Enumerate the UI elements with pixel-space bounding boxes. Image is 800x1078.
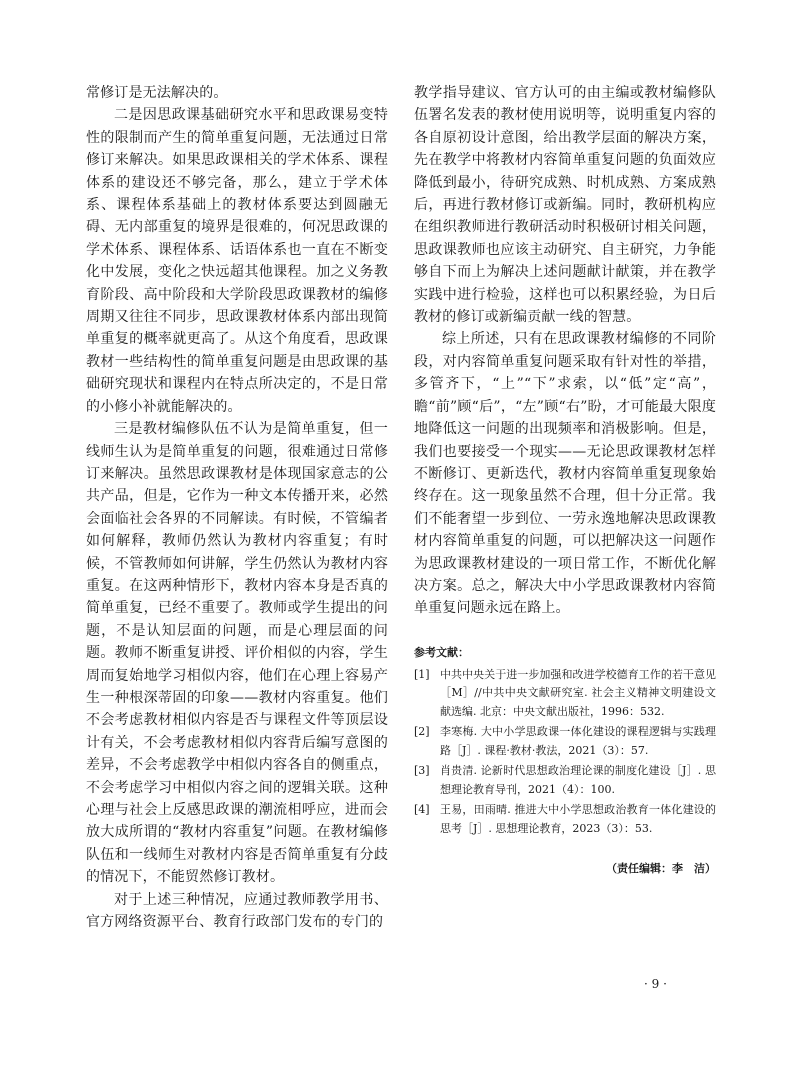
right-column (414, 82, 716, 878)
reference-number: [1] (414, 667, 430, 681)
reference-item (414, 723, 716, 760)
body-paragraph: 常修订是无法解决的。 (86, 85, 228, 101)
reference-text: 肖贵清. 论新时代思想政治理论课的制度化建设［J］. 思想理论教育导刊，2021（4）：100. (440, 764, 716, 796)
reference-number: [3] (414, 764, 430, 778)
left-column (86, 82, 388, 933)
page-number: · 9 · (644, 977, 667, 991)
reference-number: [2] (414, 725, 430, 739)
reference-number: [4] (414, 803, 430, 817)
body-paragraph: 二是因思政课基础研究水平和思政课易变特性的限制而产生的简单重复问题，无法通过日常修订来解决。如果思政课相关的学术体系、课程体系的建设还不够完备，那么，建立于学术体系、课程体系基础上的教材体系要达到圆融无碍、无内部重复的境界是很难的，何况思政课的学术体系、课程体系、话语体系也一直在不断变化中发展，变化之快远超其他课程。加之义务教育阶段、高中阶段和大学阶段思政课教材的编修周期又往往不同步，思政课教材体系内部出现简单重复的概率就更高了。从这个角度看，思政课教材一些结构性的简单重复问题是由思政课的基础研究现状和课程内在特点所决定的，不是日常的小修小补就能解决的。 (86, 107, 388, 415)
reference-text: 中共中央关于进一步加强和改进学校德育工作的若干意见［M］//中共中央文献研究室. 社会主义精神文明建设文献选编. 北京：中央文献出版社，1996：532. (440, 667, 716, 718)
reference-text: 李寒梅. 大中小学思政课一体化建设的课程逻辑与实践理路［J］. 课程·教材·教法，2021（3）：57. (440, 725, 716, 757)
body-paragraph: 三是教材编修队伍不认为是简单重复，但一线师生认为是简单重复的问题，很难通过日常修订来解决。虽然思政课教材是体现国家意志的公共产品，但是，它作为一种文本传播开来，必然会面临社会各界的不同解读。有时候，不管编者如何解释，教师仍然认为教材内容重复；有时候，不管教师如何讲解，学生仍然认为教材内容重复。在这两种情形下，教材内容本身是否真的简单重复，已经不重要了。教师或学生提出的问题，不是认知层面的问题，而是心理层面的问题。教师不断重复讲授、评价相似的内容，学生周而复始地学习相似内容，他们在心理上容易产生一种根深蒂固的印象——教材内容重复。他们不会考虑教材相似内容是否与课程文件等顶层设计有关，不会考虑教材相似内容背后编写意图的差异，不会考虑教学中相似内容各自的侧重点，不会考虑学习中相似内容之间的逻辑关联。这种心理与社会上反感思政课的潮流相呼应，进而会放大成所谓的“教材内容重复”问题。在教材编修队伍和一线师生对教材内容是否简单重复有分歧的情况下，不能贸然修订教材。 (86, 421, 388, 886)
reference-text: 王易，田雨晴. 推进大中小学思想政治教育一体化建设的思考［J］. 思想理论教育，2023（3）：53. (440, 803, 716, 835)
reference-item (414, 762, 716, 799)
references-heading: 参考文献： (414, 645, 469, 659)
body-paragraph: 综上所述，只有在思政课教材编修的不同阶段，对内容简单重复问题采取有针对性的举措，多管齐下，“上”“下”求索，以“低”定“高”，瞻“前”顾“后”，“左”顾“右”盼，才可能最大限度地降低这一问题的出现频率和消极影响。但是，我们也要接受一个现实——无论思政课教材怎样不断修订、更新迭代，教材内容简单重复现象始终存在。这一现象虽然不合理，但十分正常。我们不能奢望一步到位、一劳永逸地解决思政课教材内容简单重复的问题，可以把解决这一问题作为思政课教材建设的一项日常工作，不断优化解决方案。总之，解决大中小学思政课教材内容简单重复问题永远在路上。 (414, 331, 716, 617)
reference-item (414, 666, 716, 722)
reference-item (414, 801, 716, 838)
body-paragraph: 教学指导建议、官方认可的由主编或教材编修队伍署名发表的教材使用说明等，说明重复内容的各自原初设计意图，给出教学层面的解决方案，先在教学中将教材内容简单重复问题的负面效应降低到最小，待研究成熟、时机成熟、方案成熟后，再进行教材修订或新编。同时，教研机构应在组织教师进行教研活动时积极研讨相关问题，思政课教师也应该主动研究、自主研究，力争能够自下而上为解决上述问题献计献策，并在教学实践中进行检验，这样也可以积累经验，为日后教材的修订或新编贡献一线的智慧。 (414, 85, 716, 326)
body-paragraph: 对于上述三种情况，应通过教师教学用书、官方网络资源平台、教育行政部门发布的专门的 (86, 891, 388, 931)
responsible-editor-note: （责任编辑：李 洁） (606, 862, 716, 876)
